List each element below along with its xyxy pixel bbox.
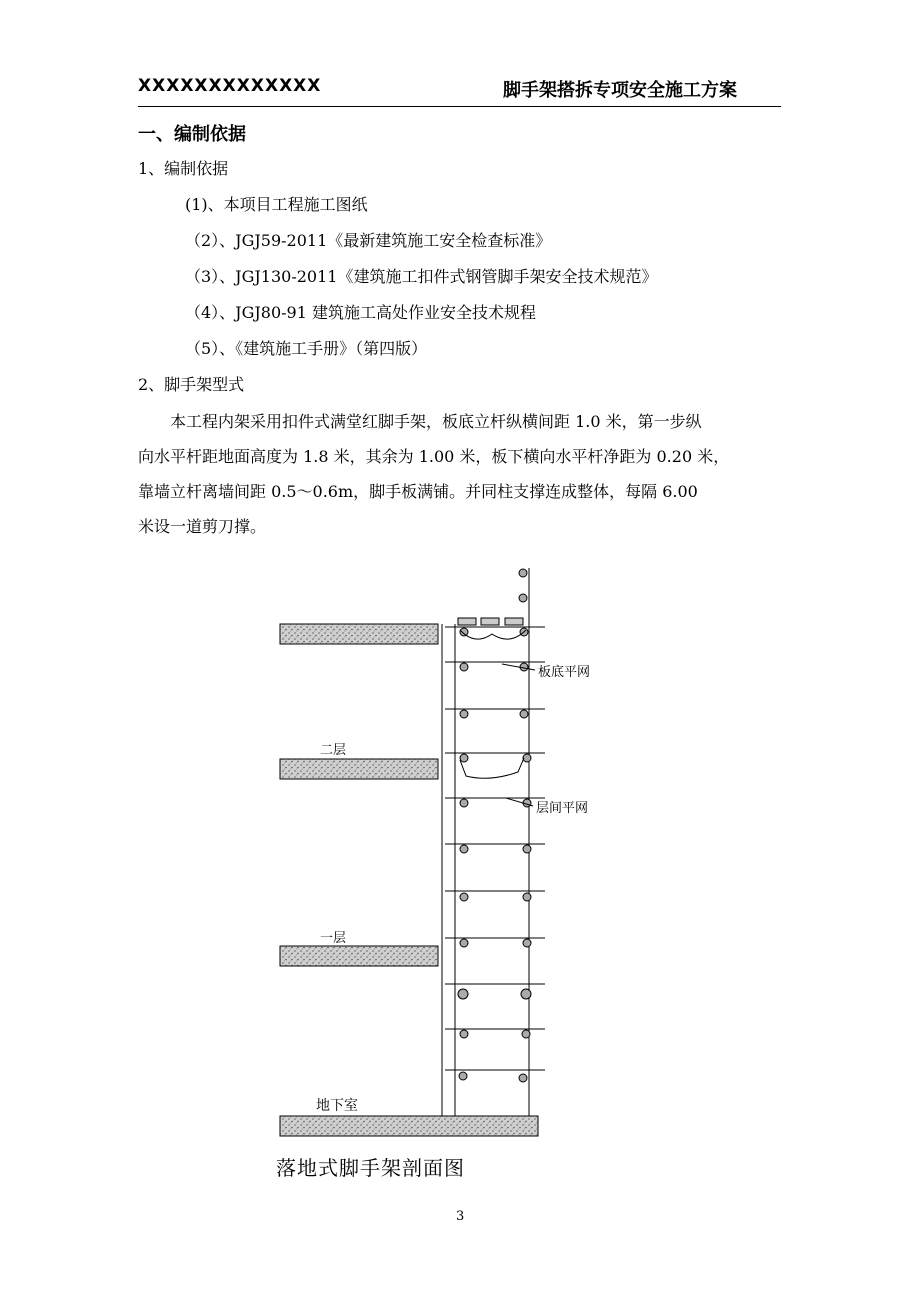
coupler: [519, 569, 527, 577]
label-floor2: 二层: [320, 743, 347, 758]
scaffold-section-diagram: [270, 560, 630, 1180]
ledger-row: [445, 891, 545, 901]
ledger-row: [445, 627, 545, 636]
leader-board-net: [502, 664, 535, 670]
header-left: XXXXXXXXXXXXX: [138, 76, 322, 96]
plank: [481, 618, 499, 625]
figure-caption: 落地式脚手架剖面图: [276, 1156, 465, 1180]
reference-item-5: （5）、《建筑施工手册》（第四版）: [185, 339, 428, 358]
subsection-1-title: 1、编制依据: [138, 159, 229, 178]
paragraph-line: 本工程内架采用扣件式满堂红脚手架，板底立杆纵横间距 1.0 米，第一步纵: [170, 412, 702, 431]
ledger-row: [445, 844, 545, 853]
ledger-row: [445, 662, 545, 671]
ledger-row: [445, 984, 545, 999]
floor-net: [460, 758, 524, 778]
coupler: [519, 594, 527, 602]
section-title: 一、编制依据: [138, 124, 246, 145]
slab-floor2: [280, 759, 438, 779]
label-board-net: 板底平网: [538, 665, 591, 680]
ledger-row: [445, 1029, 545, 1038]
scaffold-description: [138, 404, 784, 544]
label-basement: 地下室: [316, 1098, 358, 1114]
slab-top: [280, 624, 438, 644]
header-divider: [138, 106, 781, 107]
page-number: 3: [456, 1209, 465, 1224]
reference-item-1: (1)、本项目工程施工图纸: [185, 195, 368, 214]
reference-item-4: （4）、JGJ80-91 建筑施工高处作业安全技术规程: [185, 303, 537, 322]
slab-floor1: [280, 946, 438, 966]
label-floor-net: 层间平网: [536, 801, 589, 816]
reference-item-2: （2）、JGJ59-2011《最新建筑施工安全检查标准》: [185, 231, 552, 250]
ledger-row: [445, 798, 545, 807]
board-net: [460, 630, 526, 639]
paragraph-line: 向水平杆距地面高度为 1.8 米，其余为 1.00 米，板下横向水平杆净距为 0.20 米，: [138, 447, 730, 466]
paragraph-line: 米设一道剪刀撑。: [138, 517, 267, 536]
ledger-row: [445, 1070, 545, 1082]
plank: [458, 618, 476, 625]
ledger-row: [445, 709, 545, 718]
ledger-row: [445, 938, 545, 947]
reference-item-3: （3）、JGJ130-2011《建筑施工扣件式钢管脚手架安全技术规范》: [185, 267, 658, 286]
plank: [505, 618, 523, 625]
paragraph-line: 靠墙立杆离墙间距 0.5～0.6m，脚手板满铺。并同柱支撑连成整体，每隔 6.00: [138, 482, 698, 501]
header-title: 脚手架搭拆专项安全施工方案: [503, 80, 737, 101]
subsection-2-title: 2、脚手架型式: [138, 375, 245, 394]
label-floor1: 一层: [320, 931, 347, 946]
slab-basement: [280, 1116, 538, 1136]
